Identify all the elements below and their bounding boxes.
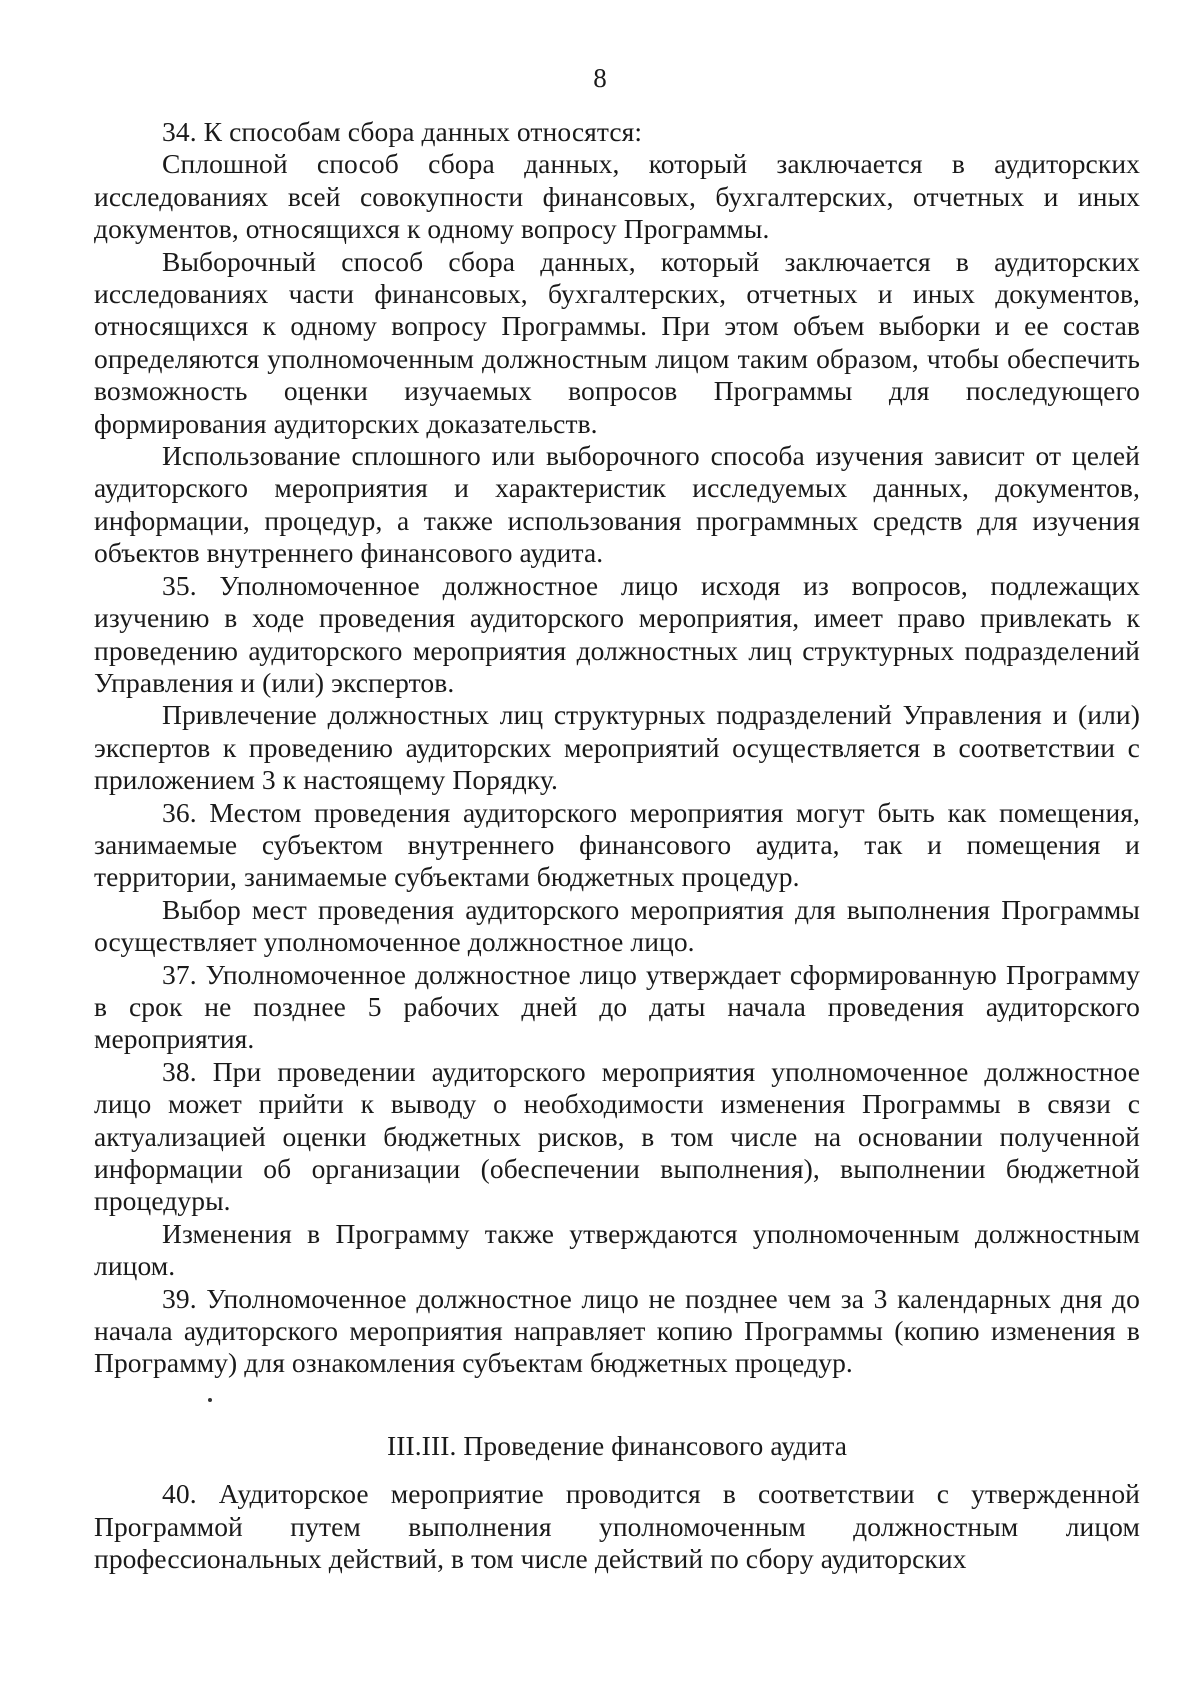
paragraph-36: 36. Местом проведения аудиторского мероприятия могут быть как помещения, занимаемые субъектом внутреннего финансового аудита, так и помещения и территории, занимаемые субъектами бюджетных процедур. — [94, 796, 1140, 893]
paragraph-38: 38. При проведении аудиторского мероприятия уполномоченное должностное лицо может прийти к выводу о необходимости изменения Программы в связи с актуализацией оценки бюджетных рисков, в том числе на основании полученной информации об организации (обеспечении выполнения), выполнении бюджетной процедуры. — [94, 1055, 1140, 1217]
scan-speck — [208, 1398, 212, 1402]
paragraph-37: 37. Уполномоченное должностное лицо утверждает сформированную Программу в срок не позднее 5 рабочих дней до даты начала проведения аудиторского мероприятия. — [94, 958, 1140, 1055]
paragraph-continuous-method: Сплошной способ сбора данных, который заключается в аудиторских исследованиях всей совокупности финансовых, бухгалтерских, отчетных и иных документов, относящихся к одному вопросу Программы. — [94, 148, 1140, 245]
paragraph-36-place-choice: Выбор мест проведения аудиторского мероприятия для выполнения Программы осуществляет уполномоченное должностное лицо. — [94, 893, 1140, 958]
paragraph-40: 40. Аудиторское мероприятие проводится в соответствии с утвержденной Программой путем выполнения уполномоченным должностным лицом профессиональных действий, в том числе действий по сбору аудиторских — [94, 1478, 1140, 1575]
paragraph-sampling-method: Выборочный способ сбора данных, который заключается в аудиторских исследованиях части финансовых, бухгалтерских, отчетных и иных документов, относящихся к одному вопросу Программы. При этом объем выборки и ее состав определяются уполномоченным должностным лицом таким образом, чтобы обеспечить возможность оценки изучаемых вопросов Программы для последующего формирования аудиторских доказательств. — [94, 245, 1140, 439]
document-body — [94, 116, 1140, 1575]
page-number: 8 — [593, 63, 607, 93]
paragraph-38-changes: Изменения в Программу также утверждаются уполномоченным должностным лицом. — [94, 1217, 1140, 1282]
paragraph-35-experts: Привлечение должностных лиц структурных подразделений Управления и (или) экспертов к проведению аудиторских мероприятий осуществляется в соответствии с приложением 3 к настоящему Порядку. — [94, 699, 1140, 796]
paragraph-35: 35. Уполномоченное должностное лицо исходя из вопросов, подлежащих изучению в ходе проведения аудиторского мероприятия, имеет право привлекать к проведению аудиторского мероприятия должностных лиц структурных подразделений Управления и (или) экспертов. — [94, 569, 1140, 698]
section-heading: III.III. Проведение финансового аудита — [386, 1429, 848, 1461]
paragraph-39: 39. Уполномоченное должностное лицо не позднее чем за 3 календарных дня до начала аудиторского мероприятия направляет копию Программы (копию изменения в Программу) для ознакомления субъектам бюджетных процедур. — [94, 1282, 1140, 1379]
paragraph-method-choice: Использование сплошного или выборочного способа изучения зависит от целей аудиторского мероприятия и характеристик исследуемых данных, документов, информации, процедур, а также использования программных средств для изучения объектов внутреннего финансового аудита. — [94, 440, 1140, 569]
paragraph-34-intro: 34. К способам сбора данных относятся: — [162, 116, 643, 147]
